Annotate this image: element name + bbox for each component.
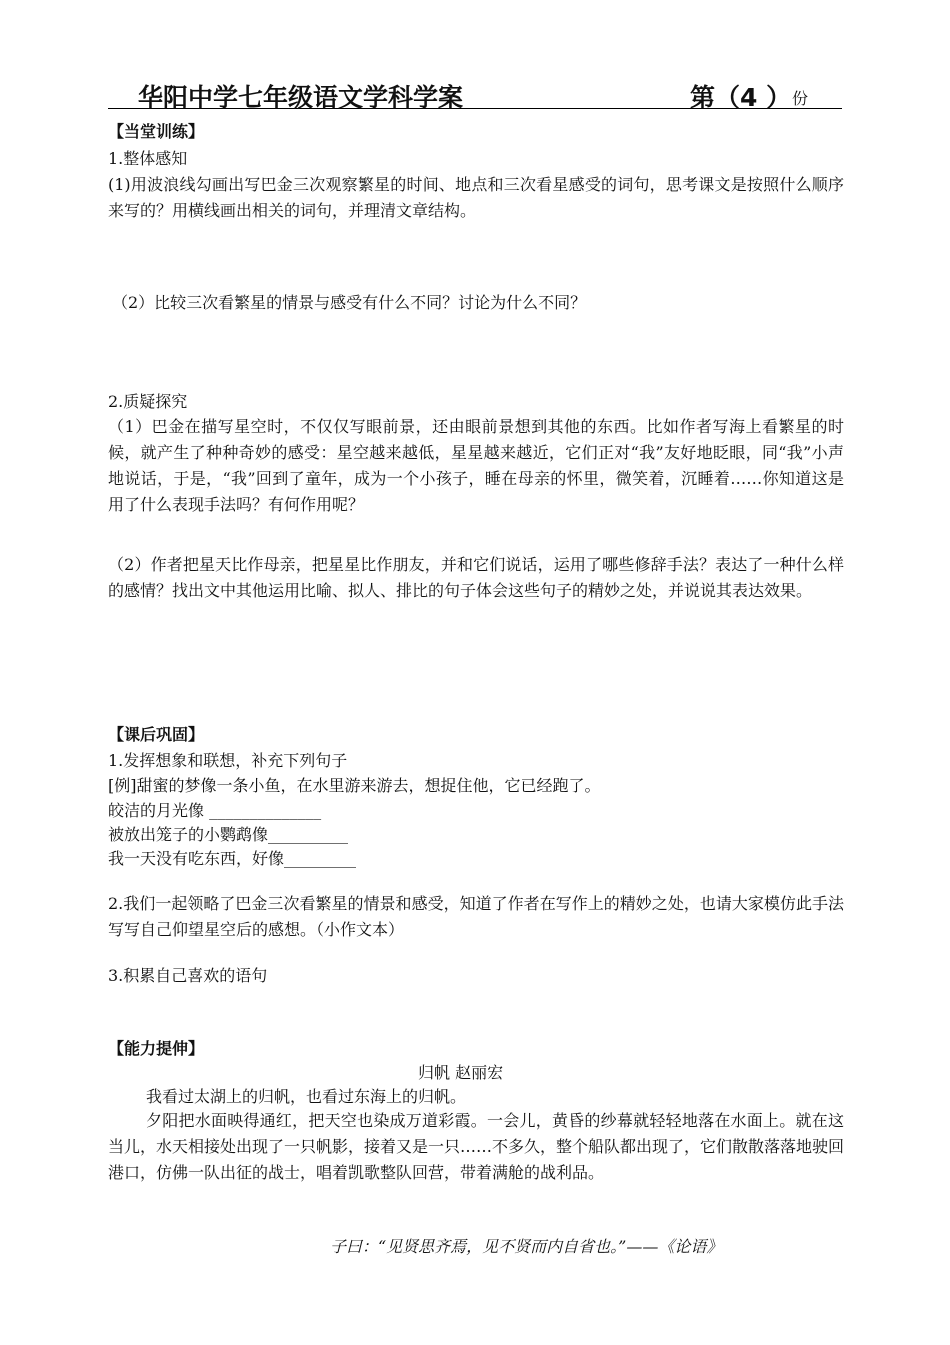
article-paragraph: 夕阳把水面映得通红，把天空也染成万道彩霞。一会儿，黄昏的纱幕就轻轻地落在水面上。就在这当儿，水天相接处出现了一只帆影，接着又是一只……不多久，整个船队都出现了，它们散散落落地驶回港口，仿佛一队出征的战士，唱着凯歌整队回营，带着满舱的战利品。 [108, 1111, 845, 1182]
fill-in-line: 我一天没有吃东西，好像_________ [108, 849, 357, 868]
question-text: 2.我们一起领略了巴金三次看繁星的情景和感受，知道了作者在写作上的精妙之处，也请大家模仿此手法写写自己仰望星空后的感想。（小作文本） [108, 894, 844, 939]
page-title: 华阳中学七年级语文学科学案 [138, 83, 464, 112]
fill-in-line: 被放出笼子的小鹦鹉像__________ [108, 825, 349, 844]
question-text: （2）作者把星天比作母亲，把星星比作朋友，并和它们说话，运用了哪些修辞手法？表达了一种什么样的感情？找出文中其他运用比喻、拟人、排比的句子体会这些句子的精妙之处，并说说其表达效果。 [108, 555, 844, 600]
example-sentence: [例]甜蜜的梦像一条小鱼，在水里游来游去，想捉住他，它已经跑了。 [108, 776, 601, 795]
question-heading: 1.发挥想象和联想，补充下列句子 [108, 751, 348, 770]
article-paragraph: 我看过太湖上的归帆，也看过东海上的归帆。 [146, 1087, 467, 1106]
page-header [108, 78, 842, 112]
section-title-after-class: 【课后巩固】 [108, 725, 205, 744]
question-text: (1)用波浪线勾画出写巴金三次观察繁星的时间、地点和三次看星感受的词句，思考课文是按照什么顺序来写的？用横线画出相关的词句，并理清文章结构。 [108, 175, 844, 220]
section-title-classroom-training: 【当堂训练】 [108, 122, 205, 141]
article-title: 归帆 赵丽宏 [418, 1063, 504, 1082]
fill-in-line: 皎洁的月光像 ______________ [108, 801, 322, 820]
question-text: 3.积累自己喜欢的语句 [108, 966, 268, 985]
question-heading: 2.质疑探究 [108, 392, 188, 411]
question-text: （2）比较三次看繁星的情景与感受有什么不同？讨论为什么不同？ [112, 293, 587, 312]
footer-quote: 子曰：“见贤思齐焉，见不贤而内自省也。”——《论语》 [330, 1237, 723, 1256]
section-title-extension: 【能力提伸】 [108, 1039, 205, 1058]
question-heading: 1.整体感知 [108, 149, 188, 168]
copy-number-suffix: 份 [792, 89, 809, 108]
question-text: （1）巴金在描写星空时，不仅仅写眼前景，还由眼前景想到其他的东西。比如作者写海上看繁星的时候，就产生了种种奇妙的感受：星空越来越低，星星越来越近，它们正对“我”友好地眨眼，同“我”小声地说话，于是，“我”回到了童年，成为一个小孩子，睡在母亲的怀里，微笑着，沉睡着……你知道这是用了什么表现手法吗？有何作用呢？ [108, 417, 844, 514]
copy-number: 第（4 ） [690, 83, 792, 112]
